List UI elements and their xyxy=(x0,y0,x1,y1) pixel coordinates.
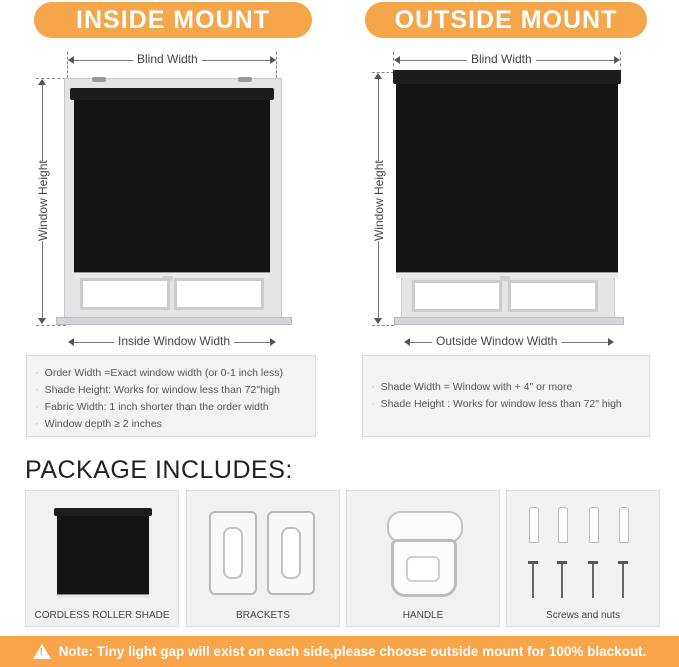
handle-loop-icon xyxy=(391,539,457,597)
package-item-label: HANDLE xyxy=(402,610,444,621)
outside-window-height-label: Window Height xyxy=(372,160,386,241)
outside-note-1: · Shade Width = Window with + 4" or more xyxy=(371,380,573,393)
inside-blind-width-label: Blind Width xyxy=(133,52,202,66)
inside-window-pane-left xyxy=(80,278,170,310)
inside-roller-rail xyxy=(70,88,274,100)
outside-roller-rail xyxy=(393,70,621,84)
note-text: Note: Tiny light gap will exist on each side,please choose outside mount for 100% blackout. xyxy=(58,644,647,659)
inside-mount-title: INSIDE MOUNT xyxy=(34,2,312,38)
package-item-brackets xyxy=(186,490,340,627)
inside-bracket-left xyxy=(92,77,106,82)
package-item-roller-shade xyxy=(25,490,179,627)
inside-note-1: · Order Width =Exact window width (or 0-1 inch less) xyxy=(35,366,284,379)
outside-blind-fabric xyxy=(396,84,618,272)
inside-window-sill xyxy=(56,317,292,325)
inside-note-4: · Window depth ≥ 2 inches xyxy=(35,417,162,430)
inside-notes-box xyxy=(26,355,316,437)
inside-bracket-right xyxy=(238,77,252,82)
outside-window-pane-right xyxy=(508,280,598,312)
bracket-left-icon xyxy=(209,511,257,595)
bracket-right-icon xyxy=(267,511,315,595)
warning-icon: ! xyxy=(33,644,51,659)
package-item-screws xyxy=(506,490,660,627)
roller-shade-fabric xyxy=(57,516,149,594)
inside-window-width-label: Inside Window Width xyxy=(114,334,234,348)
outside-blind-width-label: Blind Width xyxy=(467,52,536,66)
inside-window-pane-right xyxy=(174,278,264,310)
outside-mount-title: OUTSIDE MOUNT xyxy=(365,2,647,38)
outside-notes-box xyxy=(362,355,650,437)
package-item-label: CORDLESS ROLLER SHADE xyxy=(34,610,170,621)
note-bar xyxy=(0,636,679,667)
inside-blind-fabric xyxy=(74,100,270,272)
inside-note-2: · Shade Height: Works for window less than 72"high xyxy=(35,383,280,396)
outside-note-2: · Shade Height : Works for window less than 72" high xyxy=(371,397,622,410)
roller-shade-bottom-bar xyxy=(57,594,149,598)
package-title: PACKAGE INCLUDES: xyxy=(25,456,293,484)
package-item-label: BRACKETS xyxy=(236,610,290,621)
outside-window-sill xyxy=(394,317,624,325)
inside-window-height-label: Window Height xyxy=(36,160,50,241)
package-item-label: Screws and nuts xyxy=(546,610,620,621)
inside-note-3: · Fabric Width: 1 inch shorter than the order width xyxy=(35,400,269,413)
outside-window-width-label: Outside Window Width xyxy=(432,334,561,348)
roller-shade-rail xyxy=(54,508,152,516)
outside-window-pane-left xyxy=(412,280,502,312)
package-item-handle xyxy=(346,490,500,627)
